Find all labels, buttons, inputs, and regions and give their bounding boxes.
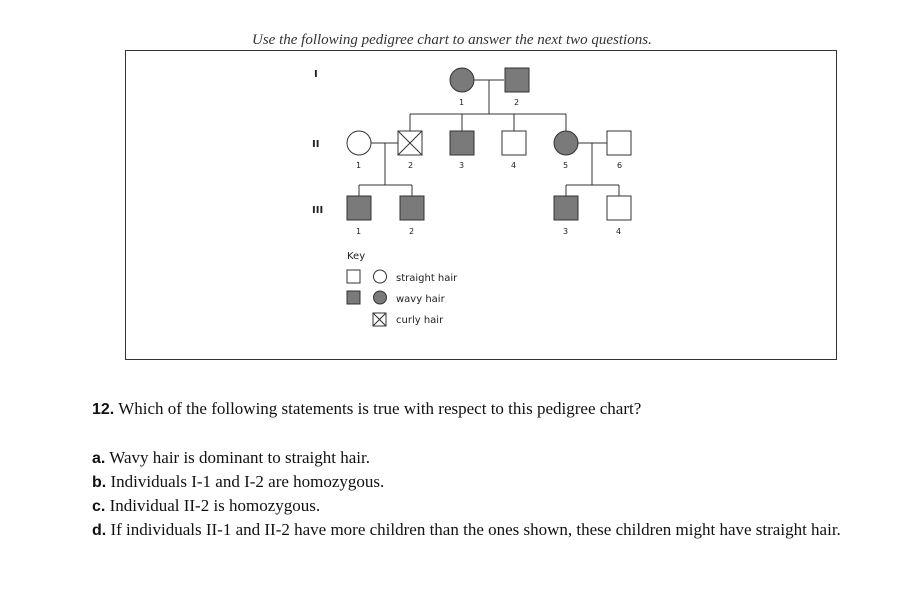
option-d-text: If individuals II-1 and II-2 have more children than the ones shown, these children might have straight hair.	[110, 520, 841, 539]
label-III-1: 1	[356, 227, 362, 236]
key-curly-label: curly hair	[396, 315, 444, 326]
instruction-text: Use the following pedigree chart to answer the next two questions.	[252, 32, 652, 48]
generation-label-III: III	[312, 205, 324, 216]
key-wavy-female-symbol	[374, 291, 387, 304]
option-c[interactable]	[92, 494, 852, 518]
answer-options	[92, 446, 852, 542]
individual-III-4-straight-male	[607, 196, 631, 220]
key-curly-symbol	[373, 313, 386, 326]
option-c-letter: c.	[92, 498, 106, 515]
label-II-4: 4	[511, 161, 517, 170]
label-III-3: 3	[563, 227, 569, 236]
individual-II-1-straight-female	[347, 131, 371, 155]
individual-I-2-wavy-male	[505, 68, 529, 92]
label-II-3: 3	[459, 161, 465, 170]
label-III-4: 4	[616, 227, 622, 236]
individual-II-4-straight-male	[502, 131, 526, 155]
individual-II-6-straight-male	[607, 131, 631, 155]
generation-label-II: II	[312, 139, 320, 150]
label-I-1: 1	[459, 98, 465, 107]
question-text: Which of the following statements is true with respect to this pedigree chart?	[118, 399, 642, 418]
individual-III-2-wavy-male	[400, 196, 424, 220]
question-number: 12.	[92, 401, 115, 418]
option-a-letter: a.	[92, 450, 106, 467]
individual-II-5-wavy-female	[554, 131, 578, 155]
key-straight-female-symbol	[374, 270, 387, 283]
generation-label-I: I	[314, 69, 318, 80]
label-I-2: 2	[514, 98, 520, 107]
individual-II-3-wavy-male	[450, 131, 474, 155]
key-straight-male-symbol	[347, 270, 360, 283]
individual-I-1-wavy-female	[450, 68, 474, 92]
label-II-6: 6	[617, 161, 623, 170]
option-b[interactable]	[92, 470, 852, 494]
question-12	[92, 399, 852, 419]
option-d-letter: d.	[92, 522, 107, 539]
label-II-1: 1	[356, 161, 362, 170]
key-wavy-male-symbol	[347, 291, 360, 304]
option-b-letter: b.	[92, 474, 107, 491]
option-b-text: Individuals I-1 and I-2 are homozygous.	[110, 472, 385, 491]
option-a[interactable]	[92, 446, 852, 470]
label-II-2: 2	[408, 161, 414, 170]
label-III-2: 2	[409, 227, 415, 236]
key-title: Key	[347, 251, 366, 262]
label-II-5: 5	[563, 161, 569, 170]
individual-II-2-curly-male	[398, 131, 422, 155]
individual-III-1-wavy-male	[347, 196, 371, 220]
key-straight-label: straight hair	[396, 273, 458, 284]
individual-III-3-wavy-male	[554, 196, 578, 220]
option-c-text: Individual II-2 is homozygous.	[109, 496, 321, 515]
option-d[interactable]	[92, 518, 852, 542]
option-a-text: Wavy hair is dominant to straight hair.	[109, 448, 370, 467]
key-wavy-label: wavy hair	[396, 294, 445, 305]
